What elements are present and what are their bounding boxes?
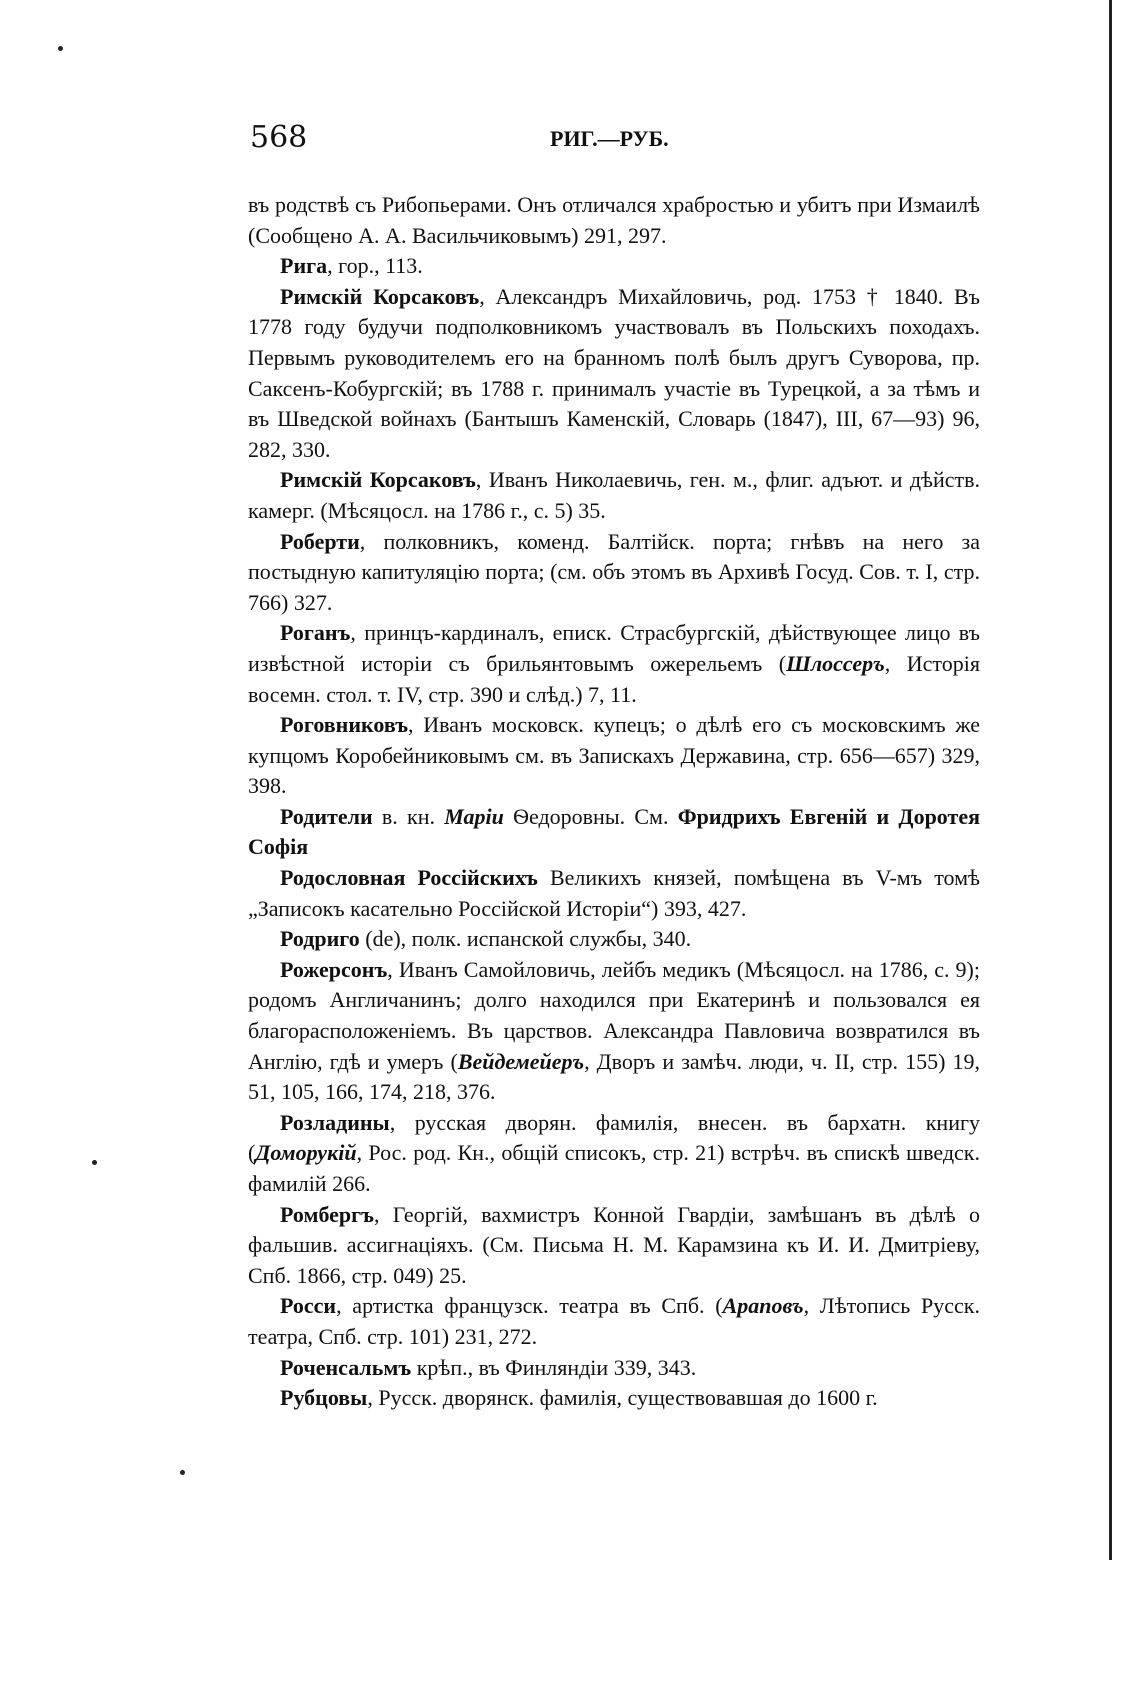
index-entry [248,924,980,955]
entry-italic-ref: Араповъ [722,1293,804,1319]
entry-headword: Роберти [280,528,360,554]
entry-text: , Георгій, вахмистръ Конной Гвардіи, замѣшанъ въ дѣлѣ о фальшив. ассигнаціяхъ. (См. Письма Н. М. Карамзина къ И. И. Дмитріеву, Спб. 1866, стр. 049) 25. [248,1201,980,1288]
scan-speck [180,1470,185,1475]
index-entry [248,863,980,924]
entry-headword: Рожерсонъ [280,956,388,982]
page-number: 568 [250,120,308,155]
entry-italic-ref: Маріи [444,803,504,829]
entry-text: , русская дворян. фамилія, внесен. въ бархатн. книгу ( [248,1109,980,1166]
entry-italic-ref: Доморукій [255,1140,357,1166]
scan-speck [58,46,63,51]
entry-text: , Рос. род. Кн., общій списокъ, стр. 21) встрѣч. въ спискѣ шведск. фамилій 266. [248,1140,980,1196]
entry-headword: Фридрихъ Евгеній и Доротея Софія [248,803,980,860]
entry-text: въ родствѣ съ Рибопьерами. Онъ отличался храбростью и убитъ при Измаилѣ (Сообщено А. А. Васильчиковымъ) 291, 297. [248,192,980,248]
entry-headword: Ромбергъ [280,1201,374,1227]
entry-text: , Дворъ и замѣч. люди, ч. II, стр. 155) 19, 51, 105, 166, 174, 218, 376. [248,1048,980,1105]
index-entries [248,190,980,1414]
index-entry [248,1353,980,1384]
page-edge-line [1109,0,1112,1560]
entry-italic-ref: Шлоссеръ [786,650,885,676]
page-header [250,120,970,160]
scan-speck [92,1160,97,1165]
entry-headword: Розладины [280,1109,390,1135]
entry-headword: Роченсальмъ [280,1354,412,1380]
index-entry [248,1108,980,1200]
entry-text: , принцъ-кардиналъ, еписк. Страсбургскій, дѣйствующее лицо въ извѣстной исторіи съ брильянтовымъ ожерельемъ ( [248,620,980,676]
entry-headword: Рига [280,253,328,279]
index-entry [248,1200,980,1292]
entry-headword: Родители [280,803,373,829]
index-entry [248,710,980,802]
index-entry [248,282,980,466]
entry-headword: Римскій Корсаковъ [280,467,476,493]
index-entry [248,802,980,863]
index-entry [248,1383,980,1414]
entry-headword: Роговниковъ [280,712,409,738]
entry-headword: Рубцовы [280,1385,368,1411]
entry-headword: Росси [280,1293,337,1319]
entry-headword: Роганъ [280,620,351,646]
index-entry [248,465,980,526]
running-title: РИГ.—РУБ. [550,126,669,151]
index-entry [248,527,980,619]
index-entry [248,955,980,1108]
index-entry [248,618,980,710]
entry-text: , Иванъ Самойловичь, лейбъ медикъ (Мѣсяцосл. на 1786, с. 9); родомъ Англичанинъ; долго находился при Екатеринѣ и пользовался ея благорасположеніемъ. Въ царствов. Александра Павловича возвратился въ Англію, гдѣ и умеръ ( [248,956,980,1074]
entry-text: , полковникъ, коменд. Балтійск. порта; гнѣвъ на него за постыдную капитуляцію порта; (см. объ этомъ въ Архивѣ Госуд. Сов. т. I, стр. 766) 327. [248,528,980,615]
index-entry [248,251,980,282]
entry-headword: Римскій Корсаковъ [280,283,480,309]
entry-text: в. кн. [372,803,445,829]
index-entry [248,190,980,251]
entry-text: крѣп., въ Финляндіи 339, 343. [411,1354,697,1380]
entry-italic-ref: Вейдемейеръ [457,1048,585,1074]
entry-text: , Александръ Михайловичь, род. 1753 † 1840. Въ 1778 году будучи подполковникомъ участвовалъ въ Польскихъ походахъ. Первымъ руководителемъ его на бранномъ полѣ былъ другъ Суворова, пр. Саксенъ-Кобургскій; въ 1788 г. принималъ участіе въ Турецкой, а за тѣмъ и въ Шведской войнахъ (Бантышъ Каменскій, Словарь (1847), III, 67—93) 96, 282, 330. [248,283,981,462]
entry-text: (de), полк. испанской службы, 340. [359,926,692,952]
entry-text: , Иванъ московск. купецъ; о дѣлѣ его съ московскимъ же купцомъ Коробейниковымъ см. въ Запискахъ Державина, стр. 656—657) 329, 398. [248,712,980,799]
entry-text: Ѳедоровны. См. [503,803,678,829]
entry-text: , Иванъ Николаевичь, ген. м., флиг. адъют. и дѣйств. камерг. (Мѣсяцосл. на 1786 г., с. 5) 35. [248,467,981,523]
entry-text: , гор., 113. [327,253,423,279]
entry-text: , Лѣтопись Русск. театра, Спб. стр. 101) 231, 272. [248,1293,980,1349]
entry-text: , Исторія восемн. стол. т. IV, стр. 390 и слѣд.) 7, 11. [248,650,980,707]
index-entry [248,1291,980,1352]
entry-text: Великихъ князей, помѣщена въ V-мъ томѣ „Записокъ касательно Россійской Исторіи“) 393, 427. [248,865,980,921]
entry-headword: Родриго [280,926,360,952]
entry-text: , артистка французск. театра въ Спб. ( [336,1293,723,1319]
entry-headword: Родословная Россійскихъ [280,865,538,891]
entry-text: , Русск. дворянск. фамилія, существовавшая до 1600 г. [367,1385,878,1411]
